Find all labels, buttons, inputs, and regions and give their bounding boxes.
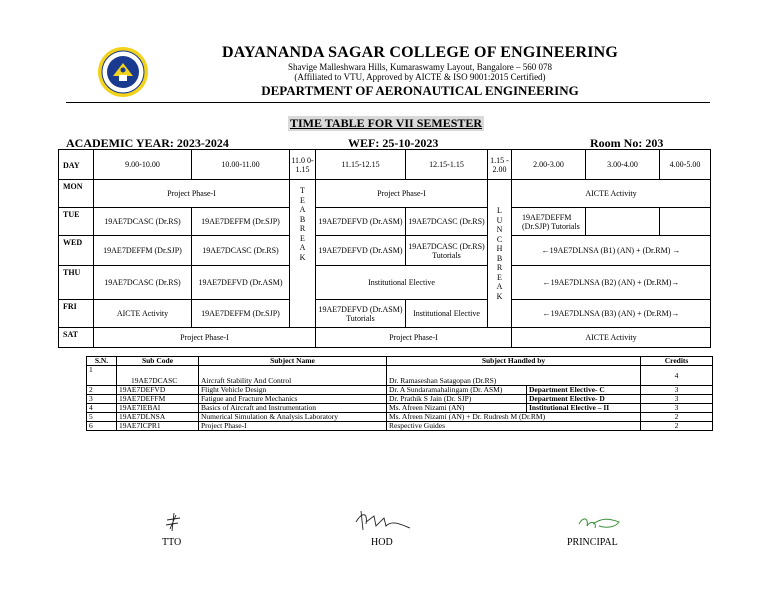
thu-afternoon-lab: ←19AE7DLNSA (B2) (AN) + (Dr.RM)→ bbox=[512, 266, 711, 300]
table-row bbox=[87, 422, 713, 431]
row-sn: 5 bbox=[87, 413, 117, 422]
header-slot-4: 12.15-1.15 bbox=[406, 150, 488, 180]
header-slot-3: 11.15-12.15 bbox=[316, 150, 406, 180]
tue-slot-3: 19AE7DEFVD (Dr.ASM) bbox=[316, 208, 406, 236]
row-type: Institutional Elective – II bbox=[527, 404, 641, 413]
row-sn: 3 bbox=[87, 395, 117, 404]
day-tue: TUE bbox=[59, 208, 94, 236]
tue-slot-2: 19AE7DEFFM (Dr.SJP) bbox=[192, 208, 290, 236]
thu-slot-1: 19AE7DCASC (Dr.RS) bbox=[94, 266, 192, 300]
header-slot-6: 3.00-4.00 bbox=[586, 150, 660, 180]
tue-slot-5: 19AE7DEFFM (Dr.SJP) Tutorials bbox=[512, 208, 586, 236]
wed-slot-4: 19AE7DCASC (Dr.RS) Tutorials bbox=[406, 236, 488, 266]
header-lunch-time: 1.15 - 2.00 bbox=[488, 150, 512, 180]
row-code: 19AE7DLNSA bbox=[117, 413, 199, 422]
lunch-break: L U N C H B R E A K bbox=[488, 180, 512, 328]
fri-slot-2: 19AE7DEFFM (Dr.SJP) bbox=[192, 300, 290, 328]
hod-signature bbox=[352, 508, 414, 534]
row-credits: 3 bbox=[641, 395, 713, 404]
tea-break: T E A B R E A K bbox=[290, 180, 316, 328]
row-code: 19AE7ICPR1 bbox=[117, 422, 199, 431]
header-tea-time: 11.0 0- 1.15 bbox=[290, 150, 316, 180]
academic-year: ACADEMIC YEAR: 2023-2024 bbox=[66, 136, 229, 150]
table-row bbox=[87, 366, 713, 386]
wed-slot-3: 19AE7DEFVD (Dr.ASM) bbox=[316, 236, 406, 266]
tue-slot-1: 19AE7DCASC (Dr.RS) bbox=[94, 208, 192, 236]
row-code: 19AE7DCASC bbox=[117, 366, 199, 386]
row-faculty: Dr. Prathik S Jain (Dr. SJP) bbox=[387, 395, 527, 404]
principal-label: PRINCIPAL bbox=[567, 537, 618, 548]
row-code: 19AE7DEFFM bbox=[117, 395, 199, 404]
thu-slot-2: 19AE7DEFVD (Dr.ASM) bbox=[192, 266, 290, 300]
row-sn: 6 bbox=[87, 422, 117, 431]
row-code: 19AE7DEFVD bbox=[117, 386, 199, 395]
department-name: DEPARTMENT OF AERONAUTICAL ENGINEERING bbox=[261, 83, 579, 98]
col-name: Subject Name bbox=[199, 357, 387, 366]
tue-slot-4: 19AE7DCASC (Dr.RS) bbox=[406, 208, 488, 236]
fri-afternoon-lab: ←19AE7DLNSA (B3) (AN) + (Dr.RM)→ bbox=[512, 300, 711, 328]
row-fri bbox=[59, 300, 711, 328]
room-number: Room No: 203 bbox=[590, 136, 664, 150]
row-sn: 2 bbox=[87, 386, 117, 395]
col-code: Sub Code bbox=[117, 357, 199, 366]
row-sn: 1 bbox=[87, 366, 117, 386]
wed-afternoon-lab: ←19AE7DLNSA (B1) (AN) + (Dr.RM) → bbox=[512, 236, 711, 266]
page-title: TIME TABLE FOR VII SEMESTER bbox=[290, 116, 483, 130]
header-slot-7: 4.00-5.00 bbox=[660, 150, 711, 180]
college-logo bbox=[97, 46, 149, 98]
sat-midday: Project Phase-I bbox=[316, 328, 512, 348]
row-name: Flight Vehicle Design bbox=[199, 386, 387, 395]
row-faculty: Ms. Afreen Nizami (AN) bbox=[387, 404, 527, 413]
day-wed: WED bbox=[59, 236, 94, 266]
college-name: DAYANANDA SAGAR COLLEGE OF ENGINEERING bbox=[221, 44, 619, 61]
day-fri: FRI bbox=[59, 300, 94, 328]
subject-header-row bbox=[87, 357, 713, 366]
fri-slot-3: 19AE7DEFVD (Dr.ASM) Tutorials bbox=[316, 300, 406, 328]
table-row bbox=[87, 413, 713, 422]
fri-slot-4: Institutional Elective bbox=[406, 300, 488, 328]
row-name: Fatigue and Fracture Mechanics bbox=[199, 395, 387, 404]
col-handled: Subject Handled by bbox=[387, 357, 641, 366]
wed-slot-2: 19AE7DCASC (Dr.RS) bbox=[192, 236, 290, 266]
row-credits: 3 bbox=[641, 404, 713, 413]
row-faculty: Dr. A Sundaramahalingam (Dr. ASM) bbox=[387, 386, 527, 395]
row-credits: 4 bbox=[641, 366, 713, 386]
row-mon bbox=[59, 180, 711, 208]
college-address: Shavige Malleshwara Hills, Kumaraswamy Layout, Bangalore – 560 078 bbox=[288, 62, 552, 72]
row-faculty: Respective Guides bbox=[387, 422, 641, 431]
row-type: Department Elective- D bbox=[527, 395, 641, 404]
principal-signature bbox=[575, 514, 625, 532]
tto-label: TTO bbox=[162, 537, 182, 548]
mon-midday: Project Phase-I bbox=[316, 180, 488, 208]
row-sat bbox=[59, 328, 711, 348]
row-tue bbox=[59, 208, 711, 236]
timetable-header-row bbox=[59, 150, 711, 180]
mon-afternoon: AICTE Activity bbox=[512, 180, 711, 208]
row-name: Project Phase-I bbox=[199, 422, 387, 431]
col-sn: S.N. bbox=[87, 357, 117, 366]
tue-slot-6 bbox=[586, 208, 660, 236]
wed-slot-1: 19AE7DEFFM (Dr.SJP) bbox=[94, 236, 192, 266]
header-slot-5: 2.00-3.00 bbox=[512, 150, 586, 180]
hod-label: HOD bbox=[371, 537, 393, 548]
row-name: Numerical Simulation & Analysis Laboratory bbox=[199, 413, 387, 422]
row-type: Department Elective- C bbox=[527, 386, 641, 395]
thu-midday: Institutional Elective bbox=[316, 266, 488, 300]
row-code: 19AE7IEBAI bbox=[117, 404, 199, 413]
table-row bbox=[87, 386, 713, 395]
row-thu bbox=[59, 266, 711, 300]
college-affiliation: (Affiliated to VTU, Approved by AICTE & ISO 9001:2015 Certified) bbox=[294, 72, 546, 82]
row-credits: 3 bbox=[641, 386, 713, 395]
header-divider bbox=[66, 102, 710, 103]
tue-slot-7 bbox=[660, 208, 711, 236]
fri-slot-1: AICTE Activity bbox=[94, 300, 192, 328]
sat-afternoon: AICTE Activity bbox=[512, 328, 711, 348]
row-name: Basics of Aircraft and Instrumentation bbox=[199, 404, 387, 413]
header-day: DAY bbox=[59, 150, 94, 180]
col-credits: Credits bbox=[641, 357, 713, 366]
wef-date: WEF: 25-10-2023 bbox=[348, 136, 439, 150]
row-faculty: Ms. Afreen Nizami (AN) + Dr. Rudresh M (Dr.RM) bbox=[387, 413, 641, 422]
day-mon: MON bbox=[59, 180, 94, 208]
row-credits: 2 bbox=[641, 422, 713, 431]
row-faculty: Dr. Ramaseshan Satagopan (Dr.RS) bbox=[387, 366, 641, 386]
header-slot-2: 10.00-11.00 bbox=[192, 150, 290, 180]
day-sat: SAT bbox=[59, 328, 94, 348]
row-credits: 2 bbox=[641, 413, 713, 422]
subject-table bbox=[86, 356, 713, 431]
table-row bbox=[87, 404, 713, 413]
mon-morning: Project Phase-I bbox=[94, 180, 290, 208]
row-sn: 4 bbox=[87, 404, 117, 413]
table-row bbox=[87, 395, 713, 404]
timetable bbox=[58, 149, 711, 348]
row-wed bbox=[59, 236, 711, 266]
sat-morning: Project Phase-I bbox=[94, 328, 316, 348]
day-thu: THU bbox=[59, 266, 94, 300]
tto-signature bbox=[162, 512, 186, 532]
row-name: Aircraft Stability And Control bbox=[199, 366, 387, 386]
header-slot-1: 9.00-10.00 bbox=[94, 150, 192, 180]
